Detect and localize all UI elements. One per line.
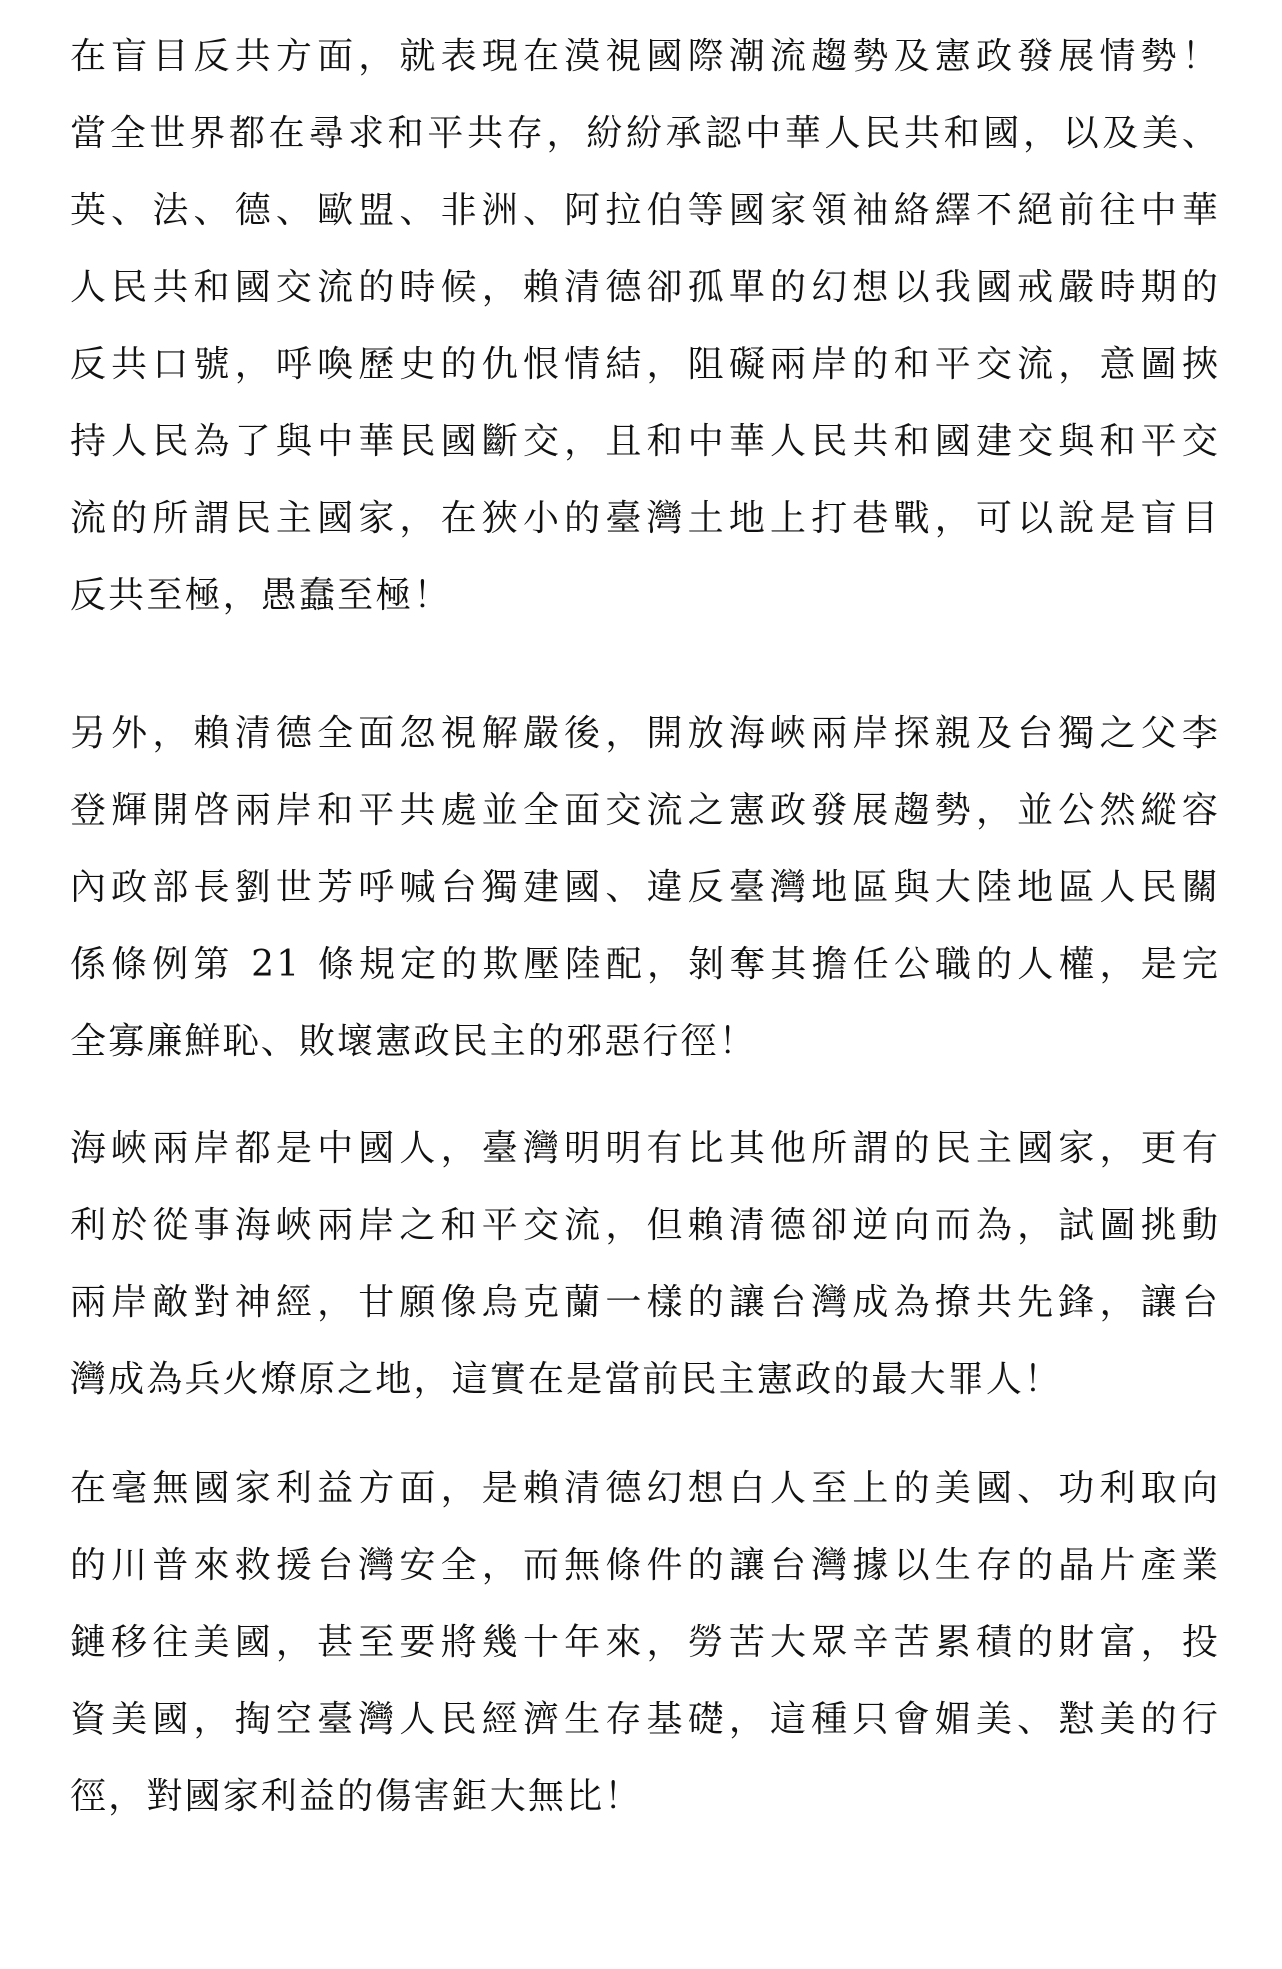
text-line: 的川普來救援台灣安全，而無條件的讓台灣據以生存的晶片產業	[70, 1545, 1220, 1586]
text-line: 反共口號，呼喚歷史的仇恨情結，阻礙兩岸的和平交流，意圖挾	[70, 344, 1220, 385]
text-line: 灣成為兵火燎原之地，這實在是當前民主憲政的最大罪人！	[70, 1359, 1063, 1400]
text-line: 係條例第 21 條規定的欺壓陸配，剝奪其擔任公職的人權，是完	[70, 944, 1220, 985]
text-line: 登輝開啓兩岸和平共處並全面交流之憲政發展趨勢，並公然縱容	[70, 790, 1220, 831]
paragraph-cross-strait	[70, 1110, 1220, 1418]
text-line: 海峽兩岸都是中國人，臺灣明明有比其他所謂的民主國家，更有	[70, 1128, 1220, 1169]
text-line: 內政部長劉世芳呼喊台獨建國、違反臺灣地區與大陸地區人民關	[70, 867, 1220, 908]
text-line: 流的所謂民主國家，在狹小的臺灣土地上打巷戰，可以說是盲目	[70, 498, 1220, 539]
text-line: 英、法、德、歐盟、非洲、阿拉伯等國家領袖絡繹不絕前往中華	[70, 190, 1220, 231]
text-line: 全寡廉鮮恥、敗壞憲政民主的邪惡行徑！	[70, 1021, 757, 1062]
text-line: 鏈移往美國，甚至要將幾十年來，勞苦大眾辛苦累積的財富，投	[70, 1622, 1220, 1663]
text-line: 徑，對國家利益的傷害鉅大無比！	[70, 1776, 643, 1817]
text-line: 反共至極，愚蠢至極！	[70, 575, 452, 616]
text-line: 兩岸敵對神經，甘願像烏克蘭一樣的讓台灣成為撩共先鋒，讓台	[70, 1282, 1220, 1323]
paragraph-constitutional-trend	[70, 695, 1220, 1080]
text-line: 在盲目反共方面，就表現在漠視國際潮流趨勢及憲政發展情勢！	[70, 36, 1220, 77]
text-line: 另外，賴清德全面忽視解嚴後，開放海峽兩岸探親及台獨之父李	[70, 713, 1220, 754]
text-line: 人民共和國交流的時候，賴清德卻孤單的幻想以我國戒嚴時期的	[70, 267, 1220, 308]
text-line: 在毫無國家利益方面，是賴清德幻想白人至上的美國、功利取向	[70, 1468, 1220, 1509]
paragraph-blind-anti-communism	[70, 18, 1220, 634]
text-line: 持人民為了與中華民國斷交，且和中華人民共和國建交與和平交	[70, 421, 1220, 462]
text-line: 當全世界都在尋求和平共存，紛紛承認中華人民共和國，以及美、	[70, 113, 1220, 154]
text-line: 利於從事海峽兩岸之和平交流，但賴清德卻逆向而為，試圖挑動	[70, 1205, 1220, 1246]
text-line: 資美國，掏空臺灣人民經濟生存基礎，這種只會媚美、懟美的行	[70, 1699, 1220, 1740]
paragraph-national-interest	[70, 1450, 1220, 1835]
